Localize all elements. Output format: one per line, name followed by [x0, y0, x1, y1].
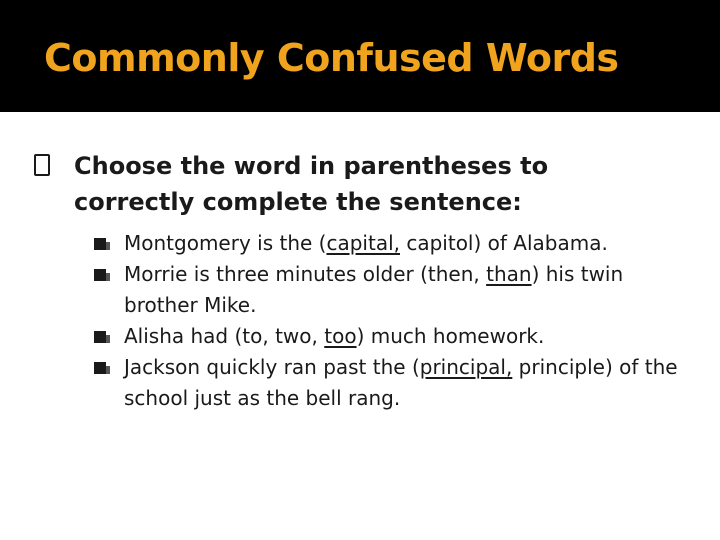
main-bullet-line2: correctly complete the sentence: [74, 188, 522, 216]
title-bar [0, 0, 720, 112]
slide-body [34, 148, 694, 414]
answer-word: than [486, 262, 532, 286]
list-item: Jackson quickly ran past the (principal, principle) of the school just as the bell rang. [88, 352, 694, 414]
main-bullet [34, 148, 694, 220]
square-bullet-icon [94, 238, 106, 250]
answer-word: principal, [419, 355, 513, 379]
answer-word: capital, [326, 231, 400, 255]
list-item: Alisha had (to, two, too) much homework. [88, 321, 694, 352]
square-bullet-icon [94, 331, 106, 343]
missing-glyph-bullet-icon [34, 154, 50, 176]
main-bullet-line1: Choose the word in parentheses to [74, 152, 549, 180]
answer-word: too [324, 324, 357, 348]
square-bullet-icon [94, 362, 106, 374]
square-bullet-icon [94, 269, 106, 281]
list-item: Montgomery is the (capital, capitol) of Alabama. [88, 228, 694, 259]
sentence-list [34, 228, 694, 414]
slide-title: Commonly Confused Words [44, 36, 619, 80]
list-item: Morrie is three minutes older (then, than) his twin brother Mike. [88, 259, 694, 321]
